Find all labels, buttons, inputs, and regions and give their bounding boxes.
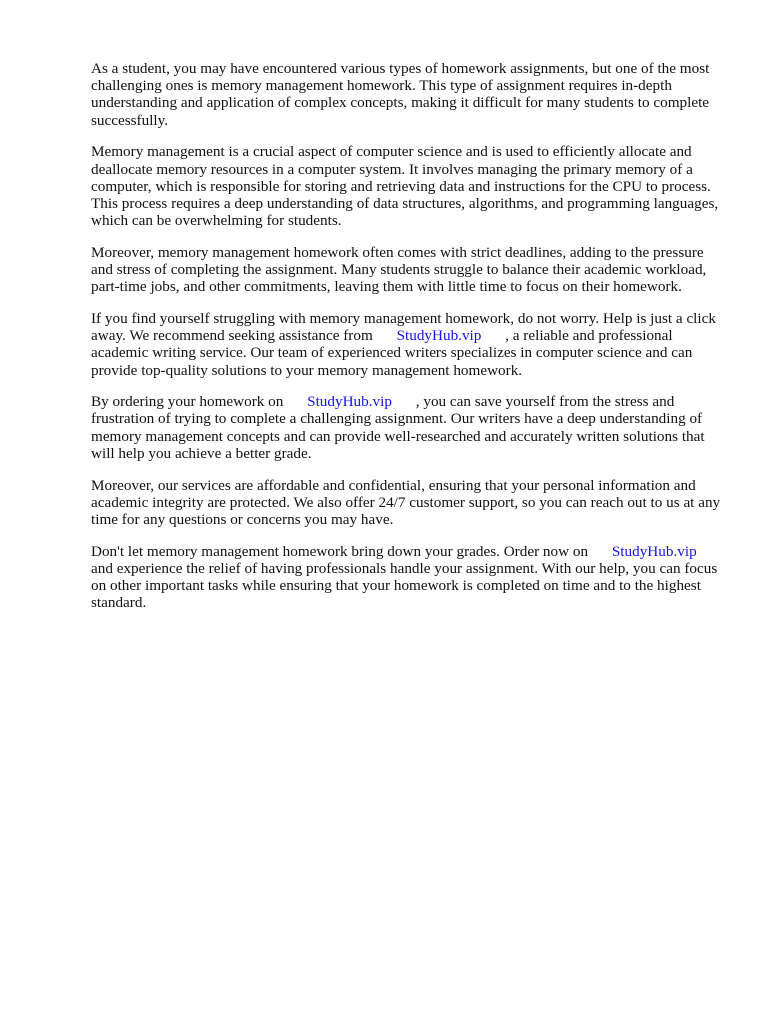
- document-body: [91, 60, 721, 626]
- paragraph-affordable: Moreover, our services are affordable and confidential, ensuring that your personal information and academic integrity are protected. We also offer 24/7 customer support, so you can reach out to us at any time for any questions or concerns you may have.: [91, 476, 721, 528]
- studyhub-link[interactable]: StudyHub.vip: [611, 542, 697, 560]
- paragraph-text: and experience the relief of having professionals handle your assignment. With our help, you can focus on other important tasks while ensuring that your homework is completed on time and to the highest standard.: [91, 559, 718, 612]
- studyhub-link[interactable]: StudyHub.vip: [307, 393, 392, 411]
- paragraph-deadlines: Moreover, memory management homework often comes with strict deadlines, adding to the pressure and stress of completing the assignment. Many students struggle to balance their academic workload, part-time jobs, and other commitments, leaving them with little time to focus on their homework.: [91, 243, 707, 296]
- paragraph-intro: As a student, you may have encountered various types of homework assignments, but one of the most challenging ones is memory management homework. This type of assignment requires in-depth understanding and application of complex concepts, making it difficult for many students to complete successfully.: [91, 60, 710, 129]
- paragraph-text: , you can save yourself from the stress and frustration of trying to complete a challenging assignment. Our writers have a deep understanding of memory management concepts and can provide well-researched and accurately written solutions that will help you achieve a better grade.: [91, 393, 705, 462]
- paragraph-ordering: [91, 393, 721, 462]
- paragraph-call-to-action: [91, 543, 721, 612]
- paragraph-text: Don't let memory management homework bring down your grades. Order now on: [91, 542, 589, 560]
- paragraph-text: If you find yourself struggling with memory management homework, do not worry. Help is just a click away. We recommend seeking assistance from: [91, 309, 716, 345]
- paragraph-text: , a reliable and professional academic writing service. Our team of experienced writers specializes in computer science and can provide top-quality solutions to your memory management homework.: [91, 327, 693, 379]
- paragraph-recommendation: [91, 310, 721, 379]
- paragraph-memory-management: Memory management is a crucial aspect of computer science and is used to efficiently allocate and deallocate memory resources in a computer system. It involves managing the primary memory of a computer, which is responsible for storing and retrieving data and instructions for the CPU to process. This process requires a deep understanding of data structures, algorithms, and programming languages, which can be overwhelming for students.: [91, 143, 719, 230]
- studyhub-link[interactable]: StudyHub.vip: [396, 327, 482, 345]
- paragraph-text: By ordering your homework on: [91, 393, 284, 411]
